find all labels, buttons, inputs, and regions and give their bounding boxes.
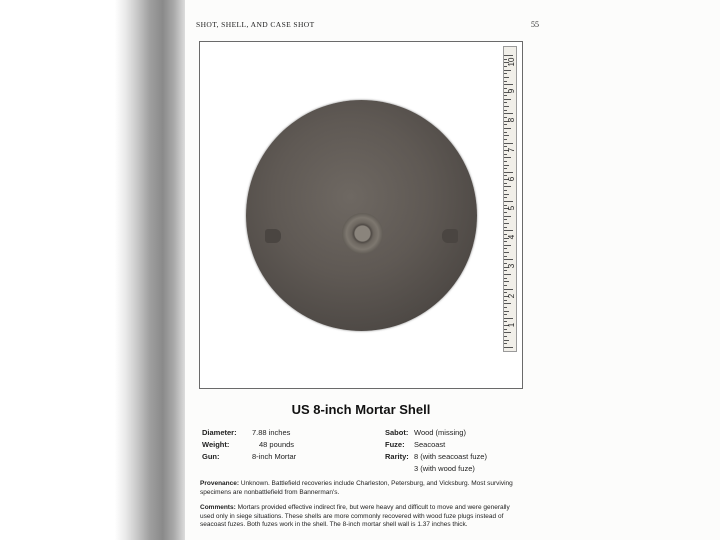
ruler-tick bbox=[504, 329, 507, 330]
provenance-label: Provenance: bbox=[200, 480, 240, 487]
ruler-number: 6 bbox=[507, 176, 516, 182]
ruler-number: 4 bbox=[507, 234, 516, 240]
spec-label: Rarity: bbox=[385, 452, 409, 461]
ruler-tick bbox=[504, 102, 507, 103]
ruler-tick bbox=[504, 332, 511, 333]
ruler-tick bbox=[504, 128, 511, 129]
book-spine-shadow bbox=[0, 0, 185, 540]
ruler-tick bbox=[504, 274, 511, 275]
spec-diameter bbox=[202, 428, 237, 438]
ruler-tick bbox=[504, 99, 511, 100]
spec-rarity bbox=[385, 452, 409, 462]
ruler-tick bbox=[504, 223, 509, 224]
spec-fuze-value: Seacoast bbox=[414, 440, 446, 449]
ruler-tick bbox=[504, 95, 507, 96]
ruler-tick bbox=[504, 285, 507, 286]
spec-label: Diameter: bbox=[202, 428, 237, 437]
ruler-tick bbox=[504, 77, 509, 78]
ruler-tick bbox=[504, 81, 507, 82]
ruler-tick bbox=[504, 168, 507, 169]
ruler-number: 8 bbox=[507, 118, 516, 123]
ruler-tick bbox=[504, 340, 509, 341]
ruler-tick bbox=[504, 289, 513, 290]
ruler-tick bbox=[504, 252, 509, 253]
spec-label: Weight: bbox=[202, 440, 230, 449]
ruler-tick bbox=[504, 347, 513, 348]
comments-text: Mortars provided effective indirect fire, but were heavy and difficult to move and were generally used only in siege situations. These shells are more commonly recovered with wood fuze plugs instead of seacoast fuzes. Both fuzes work in the shell. The 8-inch mortar shell wall is 1.37 inches thick. bbox=[200, 504, 510, 528]
spec-sabot-value: Wood (missing) bbox=[414, 428, 466, 437]
ruler-tick bbox=[504, 106, 509, 107]
ruler-tick bbox=[504, 201, 513, 202]
spec-label: Gun: bbox=[202, 452, 220, 461]
spec-sabot bbox=[385, 428, 408, 438]
ruler-tick bbox=[504, 55, 513, 56]
ruler-tick bbox=[504, 314, 507, 315]
ruler-tick bbox=[504, 227, 507, 228]
ruler-tick bbox=[504, 216, 511, 217]
ruler-tick bbox=[504, 270, 507, 271]
spec-diameter-value: 7.88 inches bbox=[252, 428, 291, 437]
ruler-tick bbox=[504, 183, 507, 184]
shell-lifting-ear-left bbox=[265, 229, 281, 243]
ruler-number: 10 bbox=[507, 57, 516, 67]
ruler-number: 1 bbox=[507, 322, 516, 328]
ruler-tick bbox=[504, 219, 507, 220]
ruler-tick bbox=[504, 212, 507, 213]
ruler-tick bbox=[504, 318, 513, 319]
ruler-tick bbox=[504, 124, 507, 125]
comments-label: Comments: bbox=[200, 504, 236, 511]
ruler-tick bbox=[504, 73, 507, 74]
page-number: 55 bbox=[531, 20, 539, 29]
ruler-tick bbox=[504, 248, 507, 249]
spec-label: Fuze: bbox=[385, 440, 405, 449]
ruler-tick bbox=[504, 157, 511, 158]
comments-paragraph bbox=[200, 504, 524, 530]
ruler-tick bbox=[504, 172, 513, 173]
ruler-tick bbox=[504, 66, 507, 67]
ruler-tick bbox=[504, 278, 507, 279]
spec-weight-value: 48 pounds bbox=[259, 440, 295, 449]
ruler-tick bbox=[504, 154, 507, 155]
ruler-tick bbox=[504, 135, 509, 136]
ruler-tick bbox=[504, 241, 507, 242]
fuze-hole bbox=[342, 213, 383, 254]
ruler-tick bbox=[504, 139, 507, 140]
ruler-number: 9 bbox=[507, 88, 516, 94]
provenance-paragraph bbox=[200, 480, 524, 497]
ruler-number: 5 bbox=[507, 205, 516, 211]
ruler-tick bbox=[504, 132, 507, 133]
ruler-tick bbox=[504, 300, 507, 301]
spec-weight bbox=[202, 440, 229, 450]
ruler-tick bbox=[504, 311, 509, 312]
ruler-number: 2 bbox=[507, 293, 516, 298]
spec-label: Sabot: bbox=[385, 428, 409, 437]
running-head: SHOT, SHELL, AND CASE SHOT bbox=[196, 20, 315, 29]
ruler-tick bbox=[504, 165, 509, 166]
measuring-ruler bbox=[503, 46, 517, 352]
spec-fuze bbox=[385, 440, 405, 450]
ruler-tick bbox=[504, 245, 511, 246]
shell-caption: US 8-inch Mortar Shell bbox=[291, 402, 431, 417]
ruler-tick bbox=[504, 143, 513, 144]
ruler-tick bbox=[504, 343, 507, 344]
ruler-tick bbox=[504, 194, 509, 195]
ruler-number: 3 bbox=[507, 264, 516, 269]
ruler-tick bbox=[504, 281, 509, 282]
ruler-tick bbox=[504, 70, 511, 71]
ruler-tick bbox=[504, 197, 507, 198]
ruler-tick bbox=[504, 186, 511, 187]
ruler-tick bbox=[504, 336, 507, 337]
spec-gun bbox=[202, 452, 220, 462]
ruler-tick bbox=[504, 161, 507, 162]
spec-gun-value: 8-inch Mortar bbox=[252, 452, 297, 461]
ruler-tick bbox=[504, 307, 507, 308]
shell-lifting-ear-right bbox=[442, 229, 458, 243]
spec-rarity-value-2: 3 (with wood fuze) bbox=[414, 464, 475, 473]
ruler-tick bbox=[504, 256, 507, 257]
ruler-tick bbox=[504, 190, 507, 191]
ruler-tick bbox=[504, 303, 511, 304]
spec-rarity-value: 8 (with seacoast fuze) bbox=[414, 452, 487, 461]
ruler-number: 7 bbox=[507, 147, 516, 152]
provenance-text: Unknown. Battlefield recoveries include Charleston, Petersburg, and Vicksburg. Most surviving specimens are nonbattlefield from Bannerman's. bbox=[200, 480, 513, 496]
ruler-tick bbox=[504, 110, 507, 111]
